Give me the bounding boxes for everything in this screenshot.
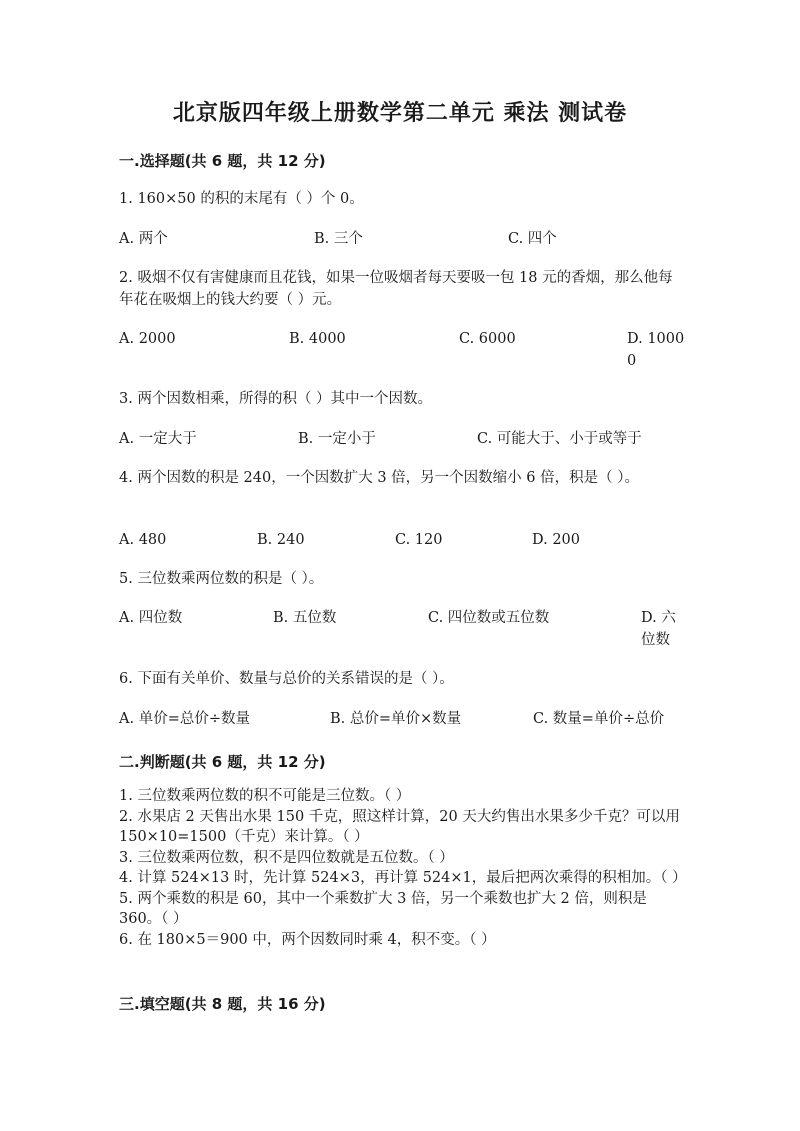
choice-option: D. 1000 0: [627, 331, 685, 369]
judge-question-list: [119, 786, 687, 950]
choice-option: C. 四个: [508, 231, 557, 247]
choice-option: D. 200: [532, 532, 581, 548]
choice-question-stem: 5. 三位数乘两位数的积是（ ）。: [119, 571, 324, 587]
choice-options: [0, 607, 800, 651]
judge-question: 5. 两个乘数的积是 60，其中一个乘数扩大 3 倍，另一个乘数也扩大 2 倍，则积是 360。（ ）: [119, 890, 647, 927]
judge-question: 2. 水果店 2 天售出水果 150 千克，照这样计算，20 天大约售出水果多少千克？可以用 150×10=1500（千克）来计算。（ ）: [119, 808, 680, 845]
choice-option: A. 四位数: [119, 610, 183, 626]
choice-options: [0, 328, 800, 372]
choice-options: [0, 428, 800, 472]
section-heading-fill: 三.填空题(共 8 题，共 16 分): [119, 995, 326, 1013]
choice-option: C. 120: [395, 532, 443, 548]
choice-option: B. 4000: [289, 331, 346, 347]
choice-options: [0, 228, 800, 272]
choice-options: [0, 529, 800, 573]
page-title: 北京版四年级上册数学第二单元 乘法 测试卷: [172, 101, 628, 126]
choice-question-stem: 1. 160×50 的积的末尾有（ ）个 0。: [119, 191, 364, 207]
choice-option: A. 2000: [119, 331, 176, 347]
choice-option: B. 一定小于: [298, 431, 376, 447]
judge-question: 6. 在 180×5＝900 中，两个因数同时乘 4，积不变。（ ）: [119, 931, 496, 948]
choice-question-stem: 2. 吸烟不仅有害健康而且花钱，如果一位吸烟者每天要吸一包 18 元的香烟，那么他每年花在吸烟上的钱大约要（ ）元。: [119, 270, 673, 308]
section-heading-judge: 二.判断题(共 6 题，共 12 分): [119, 753, 326, 771]
choice-option: B. 三个: [314, 231, 363, 247]
choice-option: B. 240: [257, 532, 305, 548]
choice-option: A. 480: [119, 532, 167, 548]
choice-question-stem: 4. 两个因数的积是 240，一个因数扩大 3 倍，另一个因数缩小 6 倍，积是（ ）。: [119, 470, 639, 486]
choice-option: A. 单价=总价÷数量: [119, 711, 250, 727]
choice-question-stem: 3. 两个因数相乘，所得的积（ ）其中一个因数。: [119, 391, 433, 407]
section-heading-choice: 一.选择题(共 6 题，共 12 分): [119, 152, 326, 170]
judge-question: 3. 三位数乘两位数，积不是四位数就是五位数。（ ）: [119, 849, 454, 866]
choice-option: B. 五位数: [273, 610, 337, 626]
choice-question-stem: 6. 下面有关单价、数量与总价的关系错误的是（ ）。: [119, 671, 454, 687]
choice-option: D. 六 位数: [641, 610, 676, 648]
choice-option: C. 四位数或五位数: [428, 610, 550, 626]
judge-question: 4. 计算 524×13 时，先计算 524×3，再计算 524×1，最后把两次乘得的积相加。（ ）: [119, 870, 687, 886]
judge-question: 1. 三位数乘两位数的积不可能是三位数。（ ）: [119, 788, 411, 804]
choice-options: [0, 708, 800, 752]
choice-option: B. 总价=单价×数量: [330, 711, 462, 727]
choice-option: C. 可能大于、小于或等于: [477, 431, 642, 447]
choice-option: C. 6000: [459, 331, 516, 347]
choice-option: A. 两个: [119, 231, 168, 247]
choice-option: C. 数量=单价÷总价: [533, 711, 665, 727]
choice-option: A. 一定大于: [119, 431, 197, 447]
